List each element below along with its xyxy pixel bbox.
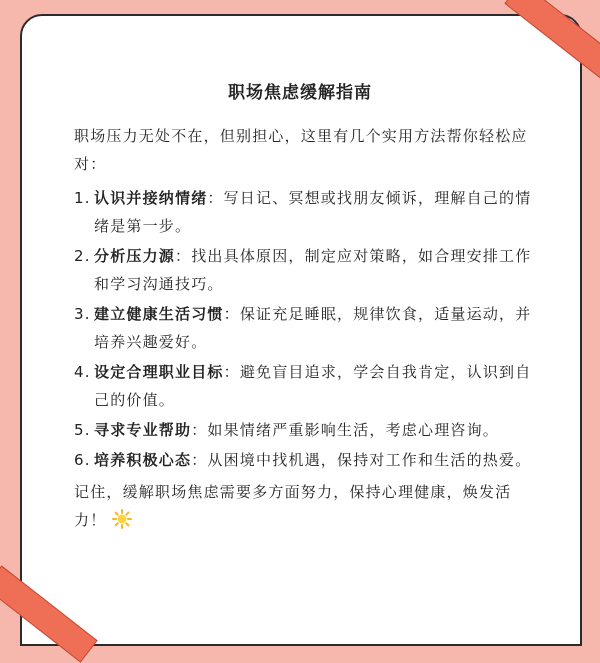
tip-separator: ： bbox=[175, 247, 192, 265]
tip-heading: 设定合理职业目标 bbox=[94, 363, 224, 381]
tip-heading: 认识并接纳情绪 bbox=[94, 189, 208, 207]
tip-item bbox=[74, 184, 534, 240]
tip-number: 2. bbox=[74, 247, 91, 265]
outro-text: 记住，缓解职场焦虑需要多方面努力，保持心理健康，焕发活力！ bbox=[74, 483, 512, 529]
tip-number: 1. bbox=[74, 189, 91, 207]
tip-heading: 建立健康生活习惯 bbox=[94, 305, 224, 323]
tip-number: 4. bbox=[74, 363, 91, 381]
tip-separator: ： bbox=[223, 363, 240, 381]
tip-body bbox=[94, 300, 534, 356]
tip-body bbox=[94, 416, 534, 444]
tip-item bbox=[74, 446, 534, 474]
tip-heading: 分析压力源 bbox=[94, 247, 176, 265]
tip-number: 6. bbox=[74, 451, 91, 469]
tip-item bbox=[74, 242, 534, 298]
page-title: 职场焦虑缓解指南 bbox=[228, 83, 372, 103]
tip-body bbox=[94, 242, 534, 298]
tip-text: 保证充足睡眠，规律饮食，适量运动，并培养兴趣爱好。 bbox=[94, 305, 532, 351]
intro-paragraph: 职场压力无处不在，但别担心，这里有几个实用方法帮你轻松应对： bbox=[74, 127, 528, 173]
tip-text: 写日记、冥想或找朋友倾诉，理解自己的情绪是第一步。 bbox=[94, 189, 532, 235]
tip-item bbox=[74, 300, 534, 356]
tip-text: 避免盲目追求，学会自我肯定，认识到自己的价值。 bbox=[94, 363, 532, 409]
tip-number: 3. bbox=[74, 305, 91, 323]
tip-separator: ： bbox=[223, 305, 240, 323]
tip-separator: ： bbox=[207, 189, 224, 207]
tip-text: 如果情绪严重影响生活，考虑心理咨询。 bbox=[207, 421, 500, 439]
tip-item bbox=[74, 416, 534, 444]
tip-text: 找出具体原因，制定应对策略，如合理安排工作和学习沟通技巧。 bbox=[94, 247, 532, 293]
tip-heading: 寻求专业帮助 bbox=[94, 421, 192, 439]
tips-list bbox=[74, 184, 534, 474]
tip-number: 5. bbox=[74, 421, 91, 439]
tip-separator: ： bbox=[191, 451, 208, 469]
tip-text: 从困境中找机遇，保持对工作和生活的热爱。 bbox=[207, 451, 532, 469]
tip-body bbox=[94, 184, 534, 240]
tip-separator: ： bbox=[191, 421, 208, 439]
tip-body bbox=[94, 358, 534, 414]
tip-heading: 培养积极心态 bbox=[94, 451, 192, 469]
article-body bbox=[74, 122, 534, 534]
outro-paragraph bbox=[74, 478, 534, 534]
sun-icon bbox=[112, 509, 132, 529]
tip-body bbox=[94, 446, 534, 474]
tip-item bbox=[74, 358, 534, 414]
